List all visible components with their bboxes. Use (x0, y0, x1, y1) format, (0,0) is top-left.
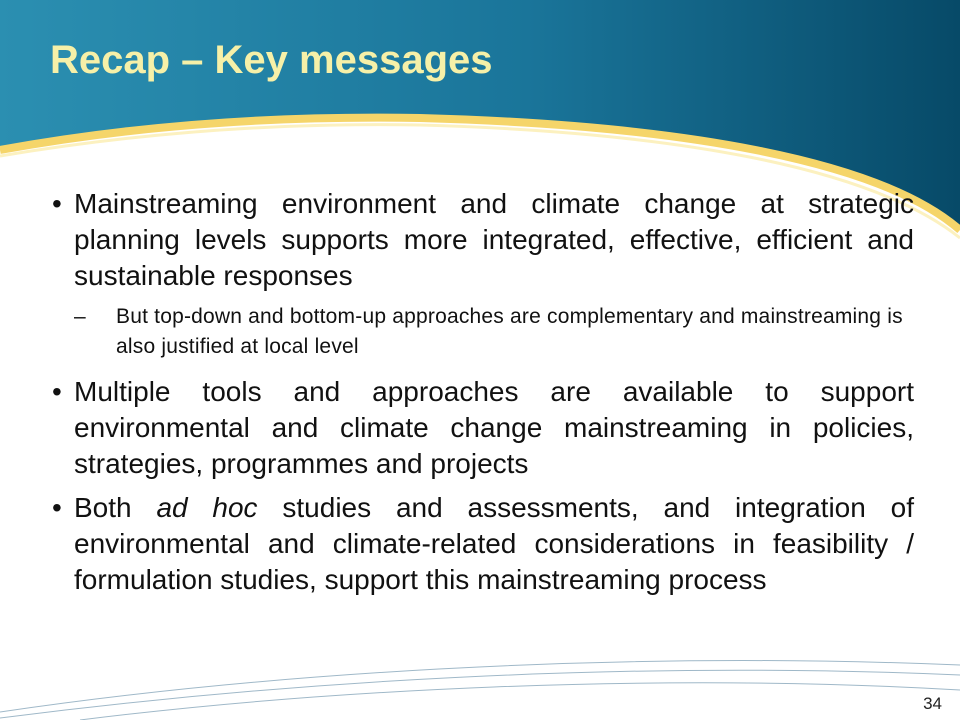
page-number: 34 (923, 694, 942, 713)
bullet-marker: • (52, 188, 62, 219)
bullet-item (44, 490, 914, 598)
bullet-text-italic: ad hoc (156, 492, 258, 523)
sub-bullet-marker: – (74, 305, 86, 328)
sub-bullet-item (44, 302, 914, 362)
bullet-marker: • (52, 376, 62, 407)
slide-title: Recap – Key messages (50, 38, 493, 82)
bullet-marker: • (52, 492, 62, 523)
bullet-item (44, 374, 914, 482)
bullet-text-end: studies and assessments, and integration of environmental and climate-related considerations in feasibility / formulation studies, support this mainstreaming process (74, 492, 914, 595)
bullet-text-start: Both (74, 492, 157, 523)
bullet-text: Mainstreaming environment and climate change at strategic planning levels supports more integrated, effective, efficient and sustainable responses (74, 188, 914, 291)
slide-content (44, 186, 914, 606)
bullet-text: Multiple tools and approaches are available to support environmental and climate change mainstreaming in policies, strategies, programmes and projects (74, 376, 914, 479)
sub-bullet-text: But top-down and bottom-up approaches are complementary and mainstreaming is also justified at local level (116, 305, 903, 358)
footer-decorative-lines (0, 661, 960, 720)
bullet-item (44, 186, 914, 294)
